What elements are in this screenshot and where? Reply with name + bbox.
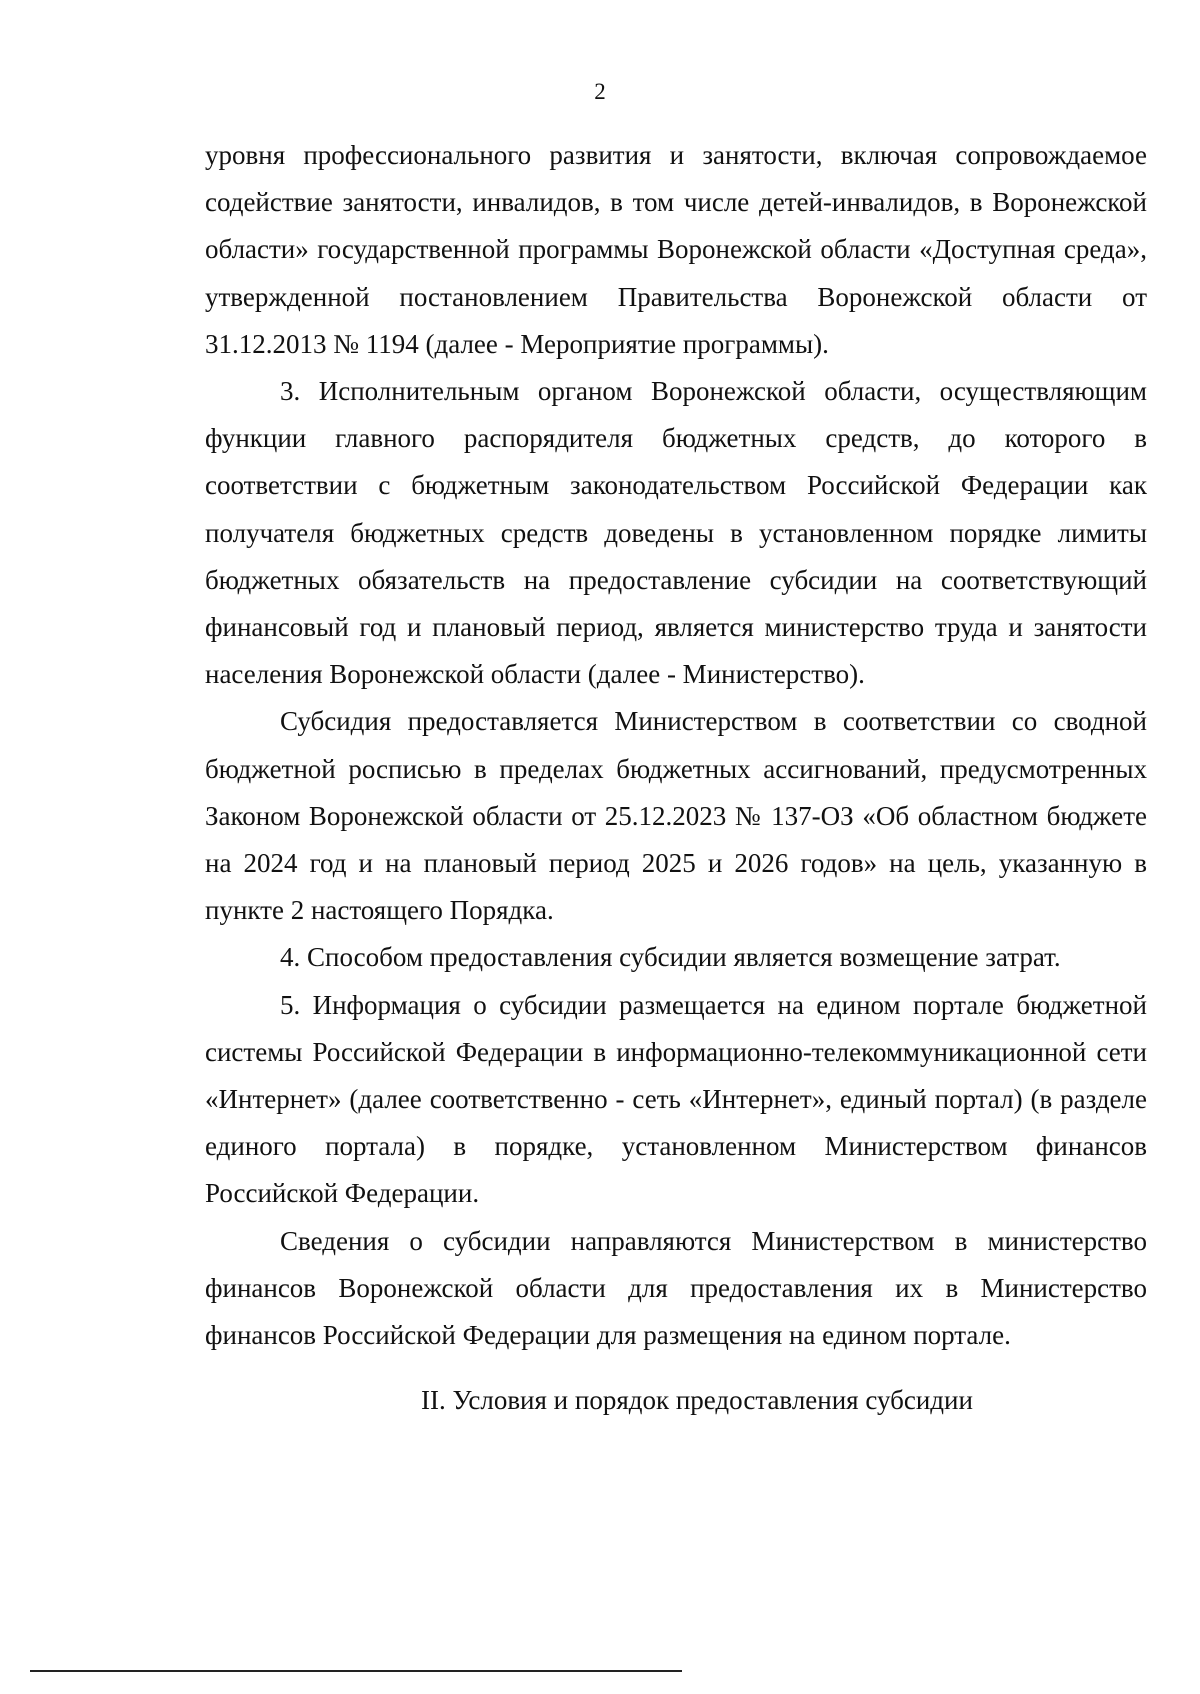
paragraph-item-3: 3. Исполнительным органом Воронежской области, осуществляющим функции главного распорядителя бюджетных средств, до которого в соответствии с бюджетным законодательством Российской Федерации как получателя бюджетных средств доведены в установленном порядке лимиты бюджетных обязательств на предоставление субсидии на соответствующий финансовый год и плановый период, является министерство труда и занятости населения Воронежской области (далее - Министерство). [205, 376, 1147, 690]
paragraph-item-4: 4. Способом предоставления субсидии является возмещение затрат. [280, 942, 1061, 973]
paragraph-continuation: уровня профессионального развития и занятости, включая сопровождаемое содействие занятости, инвалидов, в том числе детей-инвалидов, в Воронежской области» государственной программы Воронежской области «Доступная среда», утвержденной постановлением Правительства Воронежской области от 31.12.2013 № 1194 (далее - Мероприятие программы). [205, 140, 1147, 359]
section-heading: II. Условия и порядок предоставления субсидии [421, 1385, 973, 1416]
paragraph-item-5: 5. Информация о субсидии размещается на едином портале бюджетной системы Российской Федерации в информационно-телекоммуникационной сети «Интернет» (далее соответственно - сеть «Интернет», единый портал) (в разделе единого портала) в порядке, установленном Министерством финансов Российской Федерации. [205, 989, 1147, 1209]
footer-rule [30, 1670, 682, 1672]
document-body [205, 132, 1147, 1424]
paragraph-subsidy-info: Сведения о субсидии направляются Министерством в министерство финансов Воронежской области для предоставления их в Министерство финансов Российской Федерации для размещения на едином портале. [205, 1225, 1147, 1351]
paragraph-subsidy-budget: Субсидия предоставляется Министерством в соответствии со сводной бюджетной росписью в пределах бюджетных ассигнований, предусмотренных Законом Воронежской области от 25.12.2023 № 137-ОЗ «Об областном бюджете на 2024 год и на плановый период 2025 и 2026 годов» на цель, указанную в пункте 2 настоящего Порядка. [205, 706, 1147, 926]
page-number: 2 [594, 79, 606, 104]
